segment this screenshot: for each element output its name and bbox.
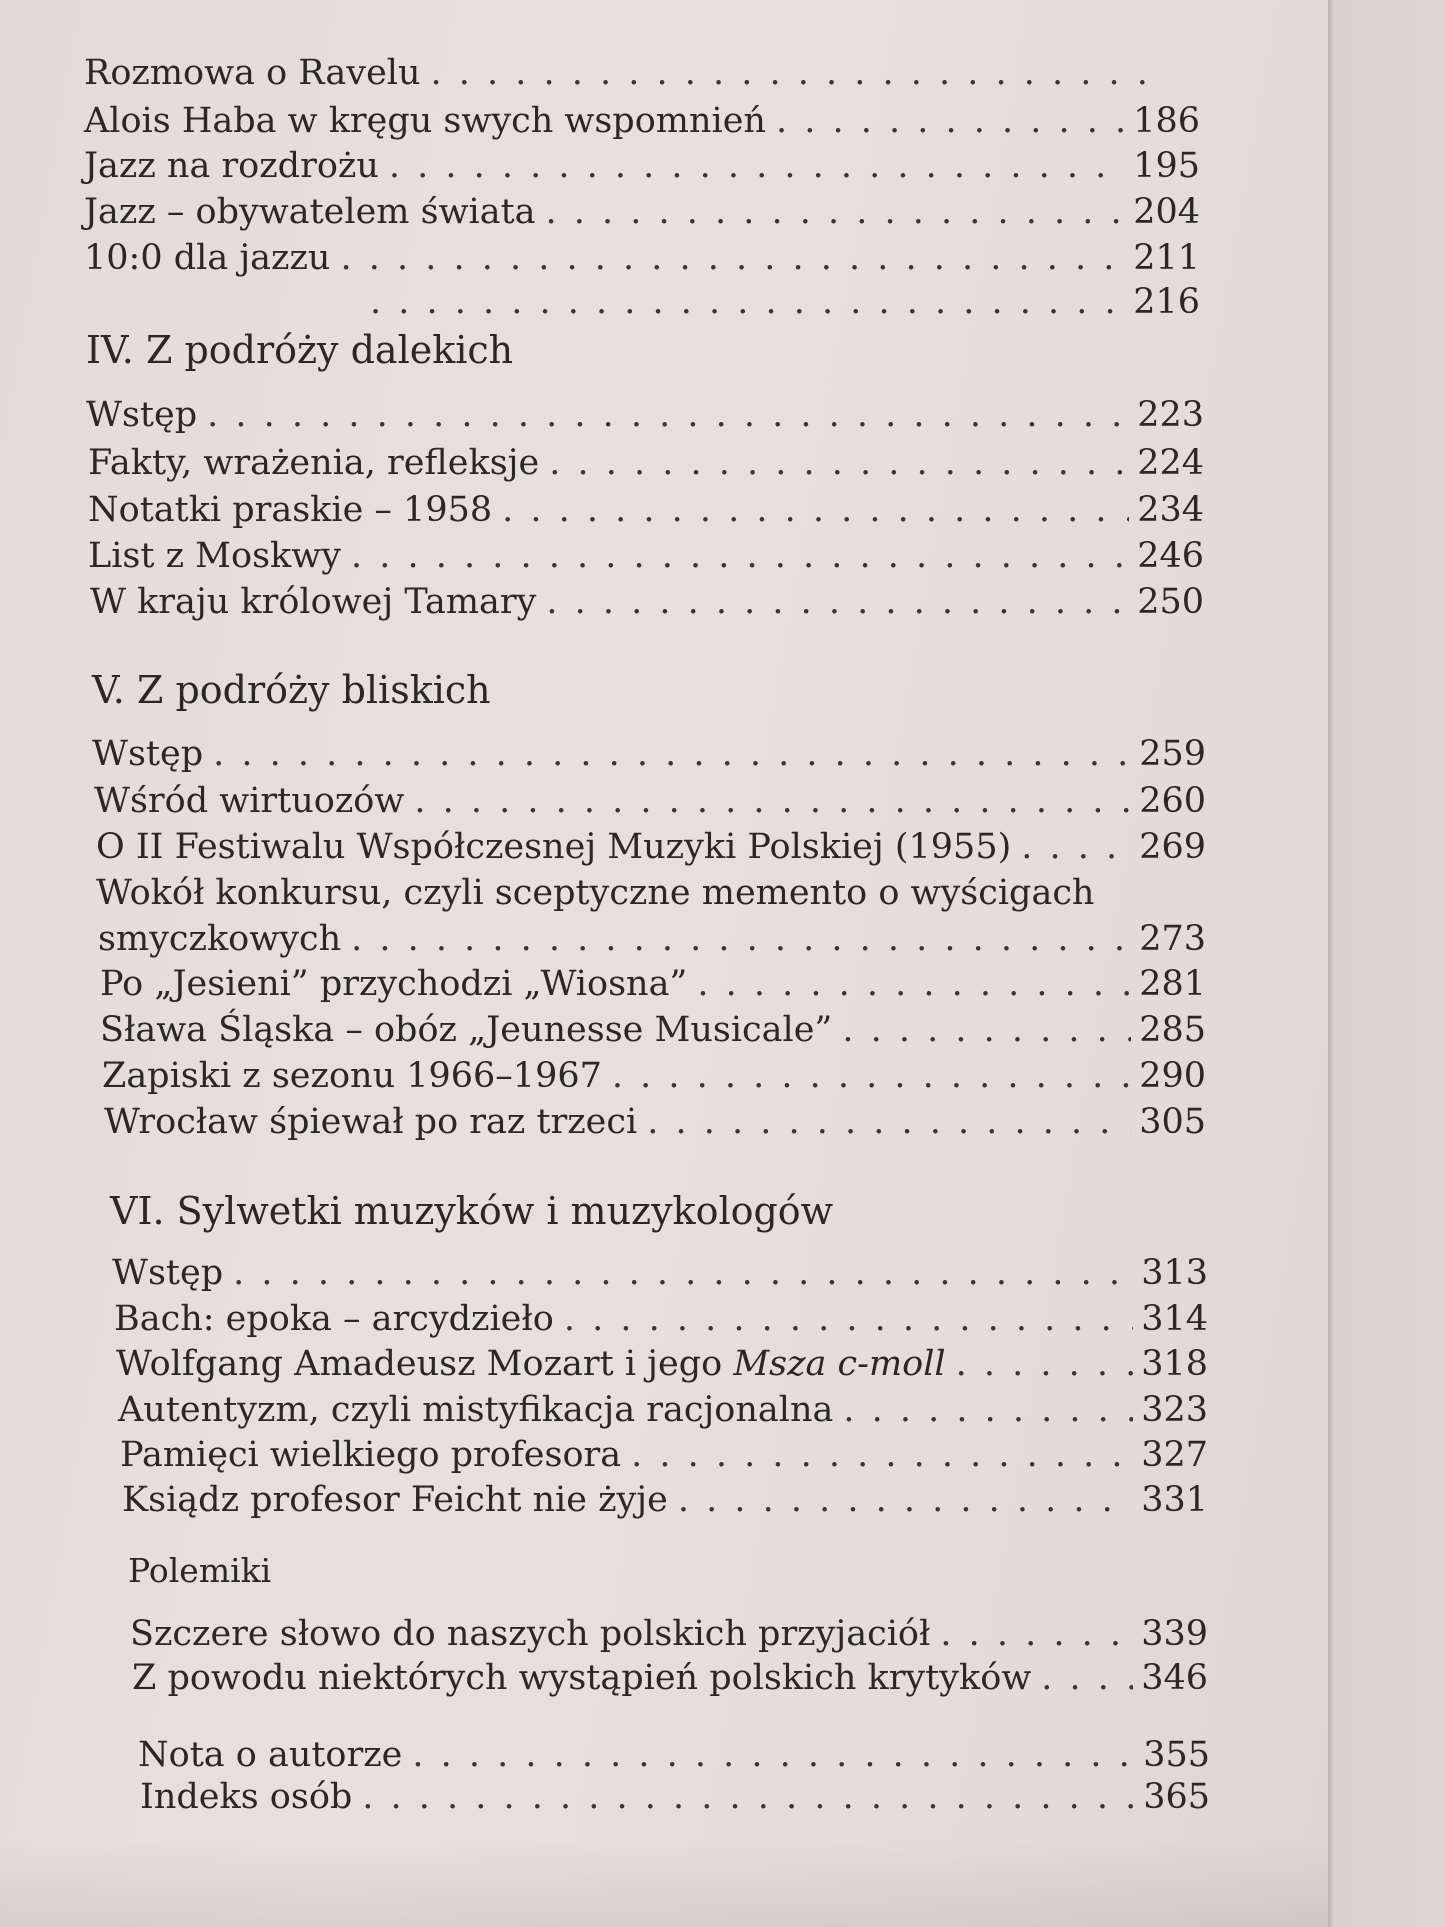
toc-entry-page: 318 [1141, 1344, 1208, 1384]
toc-entry-title: Wstęp [92, 734, 204, 774]
dot-leader [370, 280, 1125, 324]
toc-entry-page: 223 [1137, 395, 1204, 435]
toc-entry-page: 355 [1143, 1735, 1210, 1775]
toc-entry-title: Wśród wirtuozów [94, 781, 405, 821]
toc-entry [130, 1612, 1208, 1656]
toc-entry-page: 314 [1141, 1299, 1208, 1339]
dot-leader [340, 236, 1125, 280]
toc-entry-page: 331 [1141, 1480, 1208, 1520]
toc-entry [84, 51, 1200, 95]
toc-entry-page: 204 [1133, 192, 1200, 232]
dot-leader [431, 51, 1146, 95]
dot-leader [207, 393, 1129, 437]
toc-entry-page: 327 [1141, 1435, 1208, 1475]
dot-leader [776, 99, 1125, 143]
toc-entry-page: 259 [1139, 734, 1206, 774]
toc-entry-page: 186 [1133, 101, 1200, 141]
toc-entry-page: 260 [1139, 781, 1206, 821]
dot-leader [612, 1054, 1131, 1098]
toc-entry-title: 10:0 dla jazzu [84, 238, 331, 278]
section-heading: IV. Z podróży dalekich [86, 328, 514, 372]
toc-entry [84, 144, 1200, 188]
toc-entry-title: Zapiski z sezonu 1966–1967 [102, 1056, 602, 1096]
dot-leader [351, 917, 1131, 961]
toc-entry [84, 190, 1200, 234]
toc-entry-page: 339 [1141, 1614, 1208, 1654]
toc-entry [138, 1733, 1210, 1777]
toc-entry [360, 280, 1200, 324]
toc-entry [98, 917, 1206, 961]
toc-entry [88, 488, 1204, 532]
toc-entry-page: 269 [1139, 827, 1206, 867]
toc-entry [84, 99, 1200, 143]
toc-entry-title [116, 1342, 946, 1386]
toc-entry [112, 1251, 1208, 1295]
toc-entry-title: O II Festiwalu Współczesnej Muzyki Polskiej (1955) [96, 827, 1012, 867]
toc-entry [118, 1388, 1208, 1432]
toc-entry-title: Jazz – obywatelem świata [84, 192, 536, 232]
dot-leader [414, 779, 1131, 823]
page-edge [1328, 0, 1445, 1927]
dot-leader [940, 1612, 1133, 1656]
dot-leader [213, 732, 1131, 776]
toc-entry-page: 195 [1133, 146, 1200, 186]
toc-entry-page: 313 [1141, 1253, 1208, 1293]
toc-entry-title-italic: Msza c-moll [733, 1344, 946, 1384]
toc-entry [102, 1054, 1206, 1098]
dot-leader [1021, 825, 1131, 869]
toc-entry-page: 305 [1139, 1102, 1206, 1142]
toc-entry-title: Fakty, wrażenia, refleksje [88, 443, 540, 483]
toc-entry-title: Sława Śląska – obóz „Jeunesse Musicale” [100, 1010, 833, 1050]
toc-entry-page: 285 [1139, 1010, 1206, 1050]
toc-entry [140, 1775, 1210, 1819]
toc-entry-page: 281 [1139, 964, 1206, 1004]
toc-entry [86, 393, 1204, 437]
toc-entry [92, 732, 1206, 776]
dot-leader [389, 144, 1125, 188]
toc-entry-page: 346 [1141, 1658, 1208, 1698]
dot-leader [546, 190, 1126, 234]
toc-entry-title: Po „Jesieni” przychodzi „Wiosna” [100, 964, 688, 1004]
toc-entry-page: 216 [1133, 282, 1200, 322]
toc-entry [122, 1478, 1208, 1522]
toc-entry [114, 1297, 1208, 1341]
toc-entry-title: Nota o autorze [138, 1735, 403, 1775]
toc-entry-page: 246 [1137, 536, 1204, 576]
dot-leader [842, 1008, 1131, 1052]
dot-leader [1041, 1656, 1133, 1700]
toc-entry-page: 234 [1137, 490, 1204, 530]
toc-entry [96, 871, 1206, 915]
dot-leader [351, 534, 1129, 578]
toc-entry-page: 224 [1137, 443, 1204, 483]
page-shadow [0, 1840, 1328, 1927]
toc-entry [96, 825, 1206, 869]
dot-leader [564, 1297, 1133, 1341]
toc-entry-title: Indeks osób [140, 1777, 353, 1817]
toc-entry-title: Notatki praskie – 1958 [88, 490, 493, 530]
toc-entry [120, 1433, 1208, 1477]
section-heading: VI. Sylwetki muzyków i muzykologów [110, 1189, 834, 1233]
toc-entry [116, 1342, 1208, 1386]
toc-entry [100, 962, 1206, 1006]
dot-leader [546, 580, 1129, 624]
toc-entry [88, 441, 1204, 485]
section-heading: Polemiki [128, 1551, 272, 1590]
dot-leader [956, 1342, 1134, 1386]
dot-leader [678, 1478, 1133, 1522]
dot-leader [647, 1100, 1131, 1144]
toc-entry-title: Wokół konkursu, czyli sceptyczne memento o wyścigach [96, 873, 1095, 913]
toc-entry [104, 1100, 1206, 1144]
dot-leader [362, 1775, 1135, 1819]
dot-leader [233, 1251, 1133, 1295]
toc-entry-page: 250 [1137, 582, 1204, 622]
toc-entry-page: 365 [1143, 1777, 1210, 1817]
toc-entry-title: Szczere słowo do naszych polskich przyjaciół [130, 1614, 931, 1654]
toc-entry-title: Pamięci wielkiego profesora [120, 1435, 622, 1475]
toc-entry-page: 290 [1139, 1056, 1206, 1096]
section-heading: V. Z podróży bliskich [92, 668, 491, 712]
toc-entry-title: Wrocław śpiewał po raz trzeci [104, 1102, 638, 1142]
dot-leader [549, 441, 1129, 485]
toc-entry [94, 779, 1206, 823]
toc-entry-title: Bach: epoka – arcydzieło [114, 1299, 554, 1339]
toc-entry [90, 580, 1204, 624]
toc-entry-page: 323 [1141, 1390, 1208, 1430]
dot-leader [843, 1388, 1133, 1432]
toc-entry-title: smyczkowych [98, 919, 342, 959]
toc-entry-title-text: Wolfgang Amadeusz Mozart i jego [116, 1344, 734, 1384]
toc-entry-title: W kraju królowej Tamary [90, 582, 537, 622]
toc-entry [100, 1008, 1206, 1052]
toc-entry-title: Ksiądz profesor Feicht nie żyje [122, 1480, 668, 1520]
dot-leader [412, 1733, 1135, 1777]
toc-entry-title: Jazz na rozdrożu [84, 146, 379, 186]
dot-leader [631, 1433, 1133, 1477]
toc-entry-title: Wstęp [112, 1253, 224, 1293]
dot-leader [502, 488, 1129, 532]
toc-entry-page: 211 [1133, 238, 1200, 278]
toc-entry-title: Rozmowa o Ravelu [84, 53, 421, 93]
toc-entry [88, 534, 1204, 578]
toc-entry-title: Autentyzm, czyli mistyfikacja racjonalna [118, 1390, 834, 1430]
toc-entry [84, 236, 1200, 280]
toc-entry-title: Wstęp [86, 395, 198, 435]
toc-entry-title: Z powodu niektórych wystąpień polskich krytyków [132, 1658, 1032, 1698]
toc-entry-title: Alois Haba w kręgu swych wspomnień [84, 101, 766, 141]
toc-entry-title: List z Moskwy [88, 536, 341, 576]
toc-entry [132, 1656, 1208, 1700]
dot-leader [697, 962, 1131, 1006]
toc-entry-page: 273 [1139, 919, 1206, 959]
